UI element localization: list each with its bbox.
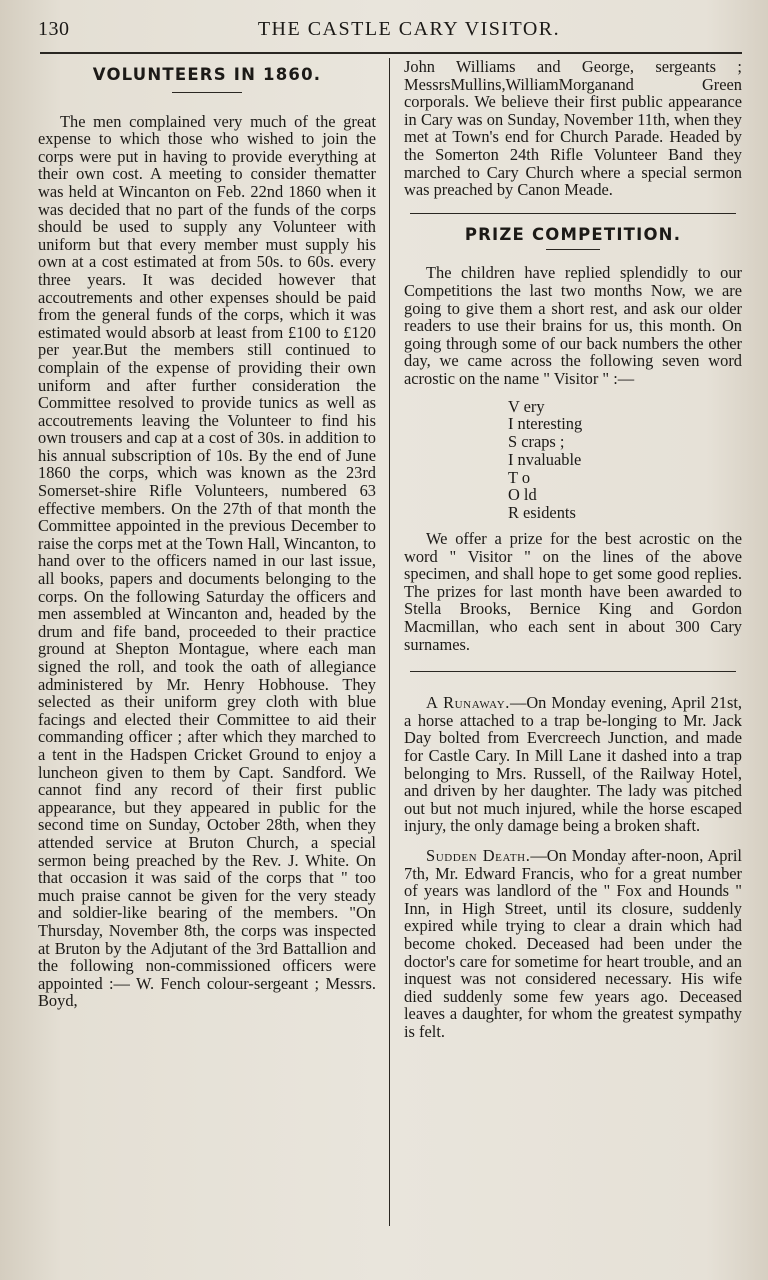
runaway-title: A Runaway.	[426, 693, 510, 713]
volunteers-continuation: John Williams and George, sergeants ; MessrsMullins,WilliamMorganand Green corporals. We believe their first public appearance in Cary was on Sunday, November 11th, when they met at Town's end for Church Parade. Headed by the Somerton 24th Rifle Volunteer Band they marched to Cary Church where a special sermon was preached by Canon Meade.	[404, 57, 742, 200]
acrostic-line: V ery	[508, 396, 545, 416]
right-column	[404, 58, 742, 1041]
sudden-death-item	[404, 847, 742, 1041]
prize-heading: PRIZE COMPETITION.	[464, 224, 682, 244]
left-column	[38, 58, 376, 1010]
page-header	[38, 14, 740, 54]
prize-intro: The children have replied splendidly to our Competitions the last two months Now, we are going to give them a short rest, and ask our older readers to use their brains for us, this month. On going through some of our back numbers the other day, we came across the following seven word acrostic on the name " Visitor " :—	[404, 263, 742, 388]
acrostic-line: R esidents	[508, 503, 576, 523]
runaway-item	[404, 694, 742, 835]
acrostic-line: S craps ;	[508, 432, 565, 452]
acrostic-list	[508, 398, 742, 523]
volunteers-heading: VOLUNTEERS IN 1860.	[92, 65, 322, 84]
column-divider	[389, 58, 390, 1226]
runaway-body: —On Monday evening, April 21st, a horse attached to a trap be-longing to Mr. Jack Day bolted from Evercreech Junction, and made for Castle Cary. In Mill Lane it dashed into a trap belonging to Mrs. Russell, of the Railway Hotel, and driven by her daughter. The lady was pitched out but not much injured, while the horse escaped injury, the only damage being a broken shaft.	[404, 693, 742, 836]
sudden-death-title: Sudden Death.	[426, 845, 531, 865]
acrostic-line: O ld	[508, 485, 537, 505]
sudden-death-body: —On Monday after-noon, April 7th, Mr. Edward Francis, who for a great number of years was landlord of the " Fox and Hounds " Inn, in High Street, until its closure, suddenly expired while trying to clear a drain which had become choked. Deceased had been under the doctor's care for sometime for heart trouble, and an inquest was not considered necessary. His wife died suddenly some few years ago. Deceased leaves a daughter, for whom the greatest sympathy is felt.	[404, 845, 742, 1041]
acrostic-line: I nvaluable	[508, 449, 582, 469]
page-number: 130	[38, 18, 70, 40]
prize-closing: We offer a prize for the best acrostic on the word " Visitor " on the lines of the above specimen, and shall hope to get some good replies. The prizes for last month have been awarded to Stella Brooks, Bernice King and Gordon Macmillan, who each sent in about 300 Cary surnames.	[404, 529, 742, 654]
header-rule	[40, 52, 742, 54]
volunteers-article: The men complained very much of the great expense to which those who wished to join the corps were put in having to provide everything at their own cost. A meeting to consider thematter was held at Wincanton on Feb. 22nd 1860 when it was decided that no part of the funds of the corps should be used to supply any Volunteer with uniform but that every member must supply his own at a cost estimated at from 50s. to 60s. every three years. It was decided however that accoutrements and other expenses should be paid from the general funds of the corps, which it was estimated would absorb at least from £100 to £120 per year.But the members still continued to complain of the expense of providing their own uniform and after further consideration the Committee resolved to provide tunics as well as accoutrements leaving the Volunteer to find his own trousers and cap at a cost of 30s. in addition to his annual subscription of 10s. By the end of June 1860 the corps, which was known as the 23rd Somerset-shire Rifle Volunteers, numbered 63 effective members. On the 27th of that month the Committee appointed in the previous December to raise the corps met at the Town Hall, Wincanton, to hand over to the officers named in our last issue, all books, papers and documents belonging to the corps. On the following Saturday the officers and men assembled at Wincanton and, headed by the drum and fife band, proceeded to their practice ground at Shepton Montague, where each man signed the roll, and took the oath of allegiance administered by Mr. Henry Hobhouse. They selected as their uniform grey cloth with blue facings and elected their Committee to aid their commanding officer ; after which they marched to a tent in the Hadspen Cricket Ground to enjoy a luncheon given to them by Capt. Sandford. We cannot find any record of their first public appearance, but they appeared in public for the second time on Sunday, October 28th, when they attended service at Bruton Church, a special sermon being preached by the Rev. J. White. On that occasion it was said of the corps that " too much praise cannot be given for the very steady and soldier-like bearing of the members. "On Thursday, November 8th, the corps was inspected at Bruton by the Adjutant of the 3rd Battallion and the following non-commissioned officers were appointed :— W. Fench colour-sergeant ; Messrs. Boyd,	[38, 111, 376, 1011]
acrostic-line: T o	[508, 467, 531, 487]
acrostic-line: I nteresting	[508, 414, 583, 434]
running-title: THE CASTLE CARY VISITOR.	[257, 18, 561, 40]
